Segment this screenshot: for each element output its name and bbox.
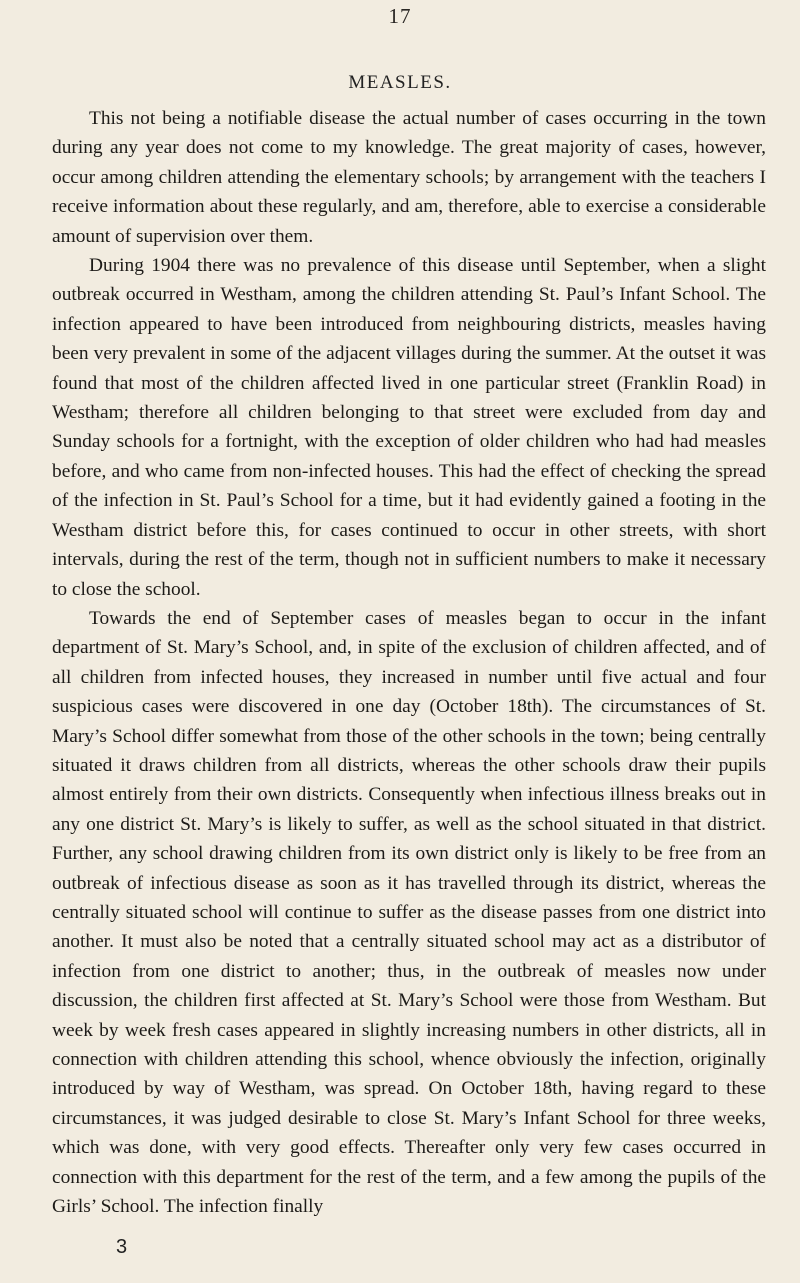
paragraph-notification: This not being a notifiable disease the actual number of cases occurring in the town during any year does not come to my knowledge. The great majority of cases, however, occur among children attending the elementary schools; by arrangement with the teachers I receive information about these regularly, and am, therefore, able to exercise a considerable amount of supervision over them. [52,108,766,247]
paragraph-westham-outbreak: During 1904 there was no prevalence of this disease until September, when a slight outbreak occurred in Westham, among the children attending St. Paul’s Infant School. The infection appeared to have been introduced from neighbouring districts, measles having been very prevalent in some of the adjacent villages during the summer. At the outset it was found that most of the children affected lived in one particular street (Franklin Road) in Westham; therefore all children belonging to that street were excluded from day and Sunday schools for a fortnight, with the exception of older children who had had measles before, and who came from non-infected houses. This had the effect of checking the spread of the infection in St. Paul’s School for a time, but it had evidently gained a footing in the Westham district before this, for cases continued to occur in other streets, with short intervals, during the rest of the term, though not in sufficient numbers to make it necessary to close the school. [52,255,766,600]
page-number: 17 [388,4,412,28]
section-title: MEASLES. [348,72,452,93]
paragraph-st-marys-school: Towards the end of September cases of measles began to occur in the infant department of St. Mary’s School, and, in spite of the exclusion of children affected, and of all children from infected houses, they increased in number until five actual and four suspicious cases were discovered in one day (October 18th). The circumstances of St. Mary’s School differ somewhat from those of the other schools in the town; being centrally situated it draws children from all districts, whereas the other schools draw their pupils almost entirely from their own districts. Consequently when infectious illness breaks out in any one district St. Mary’s is likely to suffer, as well as the school situated in that district. Further, any school drawing children from its own district only is likely to be free from an outbreak of infectious disease as soon as it has travelled through its district, whereas the centrally situated school will continue to suffer as the disease passes from one district into another. It must also be noted that a centrally situated school may act as a distributor of infection from one district to another; thus, in the outbreak of measles now under discussion, the children first affected at St. Mary’s School were those from Westham. But week by week fresh cases appeared in slightly increasing numbers in other districts, all in connection with children attending this school, whence obviously the infection, originally introduced by way of Westham, was spread. On October 18th, having regard to these circumstances, it was judged desirable to close St. Mary’s Infant School for three weeks, which was done, with very good effects. Thereafter only very few cases occurred in connection with this department for the rest of the term, and a few among the pupils of the Girls’ School. The infection finally [52,607,766,1218]
footer-signature-mark: 3 [116,1236,128,1258]
body-text [52,104,766,1221]
